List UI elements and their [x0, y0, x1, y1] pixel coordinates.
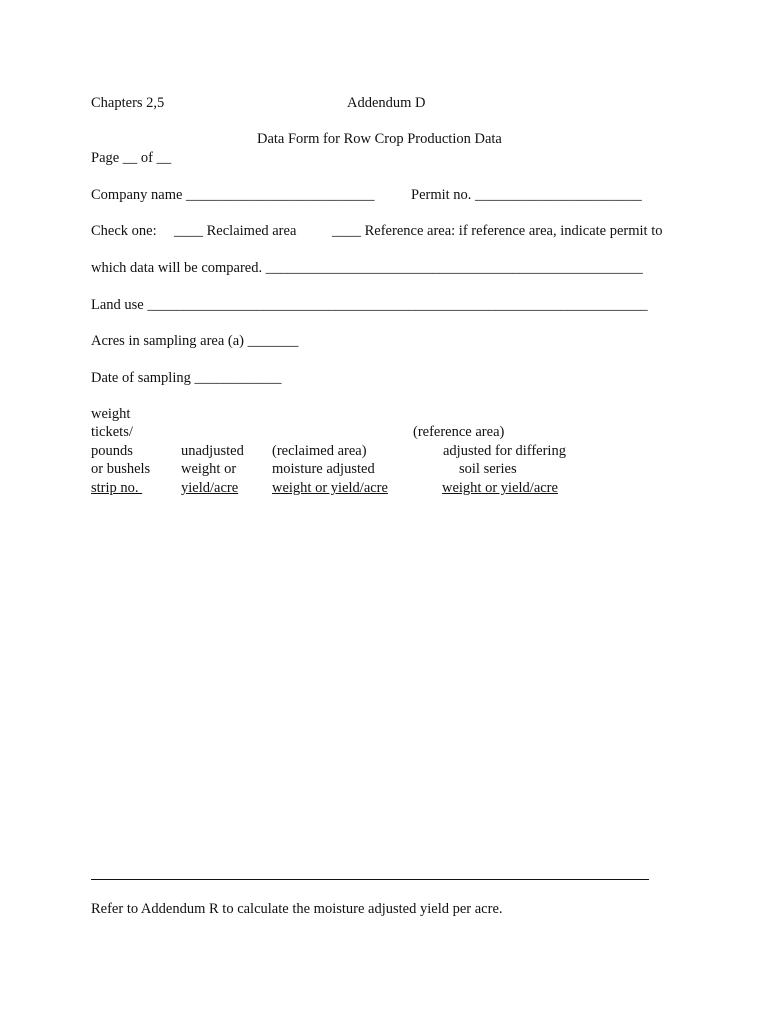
col1-line4: or bushels — [91, 461, 151, 477]
col3-line2: moisture adjusted — [272, 461, 375, 477]
land-use-field: Land use _____________________________________________________________________ — [91, 297, 648, 313]
col3-line1: (reclaimed area) — [272, 443, 367, 459]
footnote: Refer to Addendum R to calculate the moisture adjusted yield per acre. — [91, 901, 503, 917]
acres-field: Acres in sampling area (a) _______ — [91, 333, 299, 349]
which-data-field: which data will be compared. ____________________________________________________ — [91, 260, 643, 276]
col1-line3: pounds — [91, 443, 133, 459]
col2-line2: weight or — [181, 461, 237, 477]
date-of-sampling-field: Date of sampling ____________ — [91, 370, 282, 386]
permit-no-field: Permit no. _______________________ — [411, 187, 642, 203]
reclaimed-area-option: ____ Reclaimed area — [174, 223, 297, 239]
footnote-separator — [91, 879, 649, 880]
col2-line1: unadjusted — [181, 443, 244, 459]
col1-underlined-header: strip no. — [91, 480, 143, 496]
col4-line2: adjusted for differing — [443, 443, 566, 459]
col1-line1: weight — [91, 406, 131, 422]
check-one-label: Check one: — [91, 223, 157, 239]
col4-line3: soil series — [459, 461, 517, 477]
col2-underlined-header: yield/acre — [181, 480, 239, 496]
addendum-label: Addendum D — [347, 95, 426, 111]
reference-area-option: ____ Reference area: if reference area, indicate permit to — [332, 223, 663, 239]
col4-line1: (reference area) — [413, 424, 505, 440]
col1-line2: tickets/ — [91, 424, 133, 440]
col3-underlined-header: weight or yield/acre — [272, 480, 388, 496]
col4-underlined-header: weight or yield/acre — [442, 480, 558, 496]
company-name-field: Company name __________________________ — [91, 187, 375, 203]
page-number: Page __ of __ — [91, 150, 172, 166]
form-title: Data Form for Row Crop Production Data — [257, 131, 502, 147]
chapters-label: Chapters 2,5 — [91, 95, 165, 111]
